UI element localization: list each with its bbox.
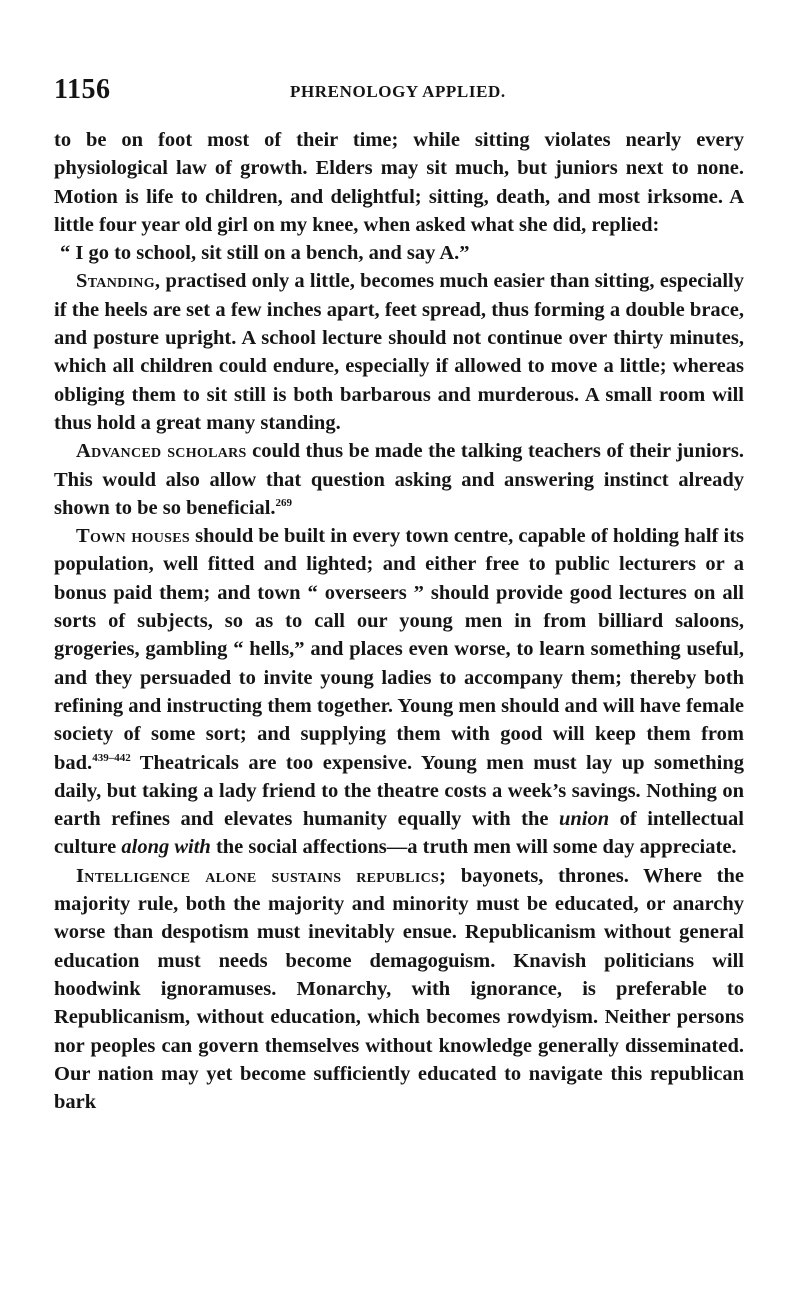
paragraph-lead: Town houses (76, 525, 190, 548)
paragraph-standing (54, 267, 744, 437)
quotation-paragraph (54, 239, 744, 267)
paragraph-lead: Intelligence alone sustains republics; (76, 864, 447, 887)
paragraph-text: the social affections—a truth men will some day appreciate. (210, 836, 737, 859)
page-header (54, 74, 744, 114)
paragraph-text: to be on foot most of their time; while sitting violates nearly every physiological law of growth. Elders may sit much, but juniors next to none. Motion is life to children, and delightful; sitting, death, and most irksome. A little four year old girl on my knee, when asked what she did, replied: (54, 129, 744, 236)
paragraph-text: practised only a little, becomes much easier than sitting, especially if the heels are set a few inches apart, feet spread, thus forming a double brace, and posture upright. A school lecture should not continue over thirty minutes, which all children could endure, especially if allowed to move a little; whereas obliging them to sit still is both barbarous and murderous. A small room will thus hold a great many standing. (54, 270, 744, 434)
reference-superscript: 269 (275, 497, 293, 510)
paragraph-advanced-scholars (54, 437, 744, 522)
reference-superscript: 439–442 (92, 751, 131, 764)
paragraph-text: bayonets, thrones. Where the majority rule, both the majority and minority must be educated, or anarchy worse than despotism must inevitably ensue. Republicanism without general education must needs become demagoguism. Knavish politicians will hoodwink ignoramuses. Monarchy, with ignorance, is preferable to Republicanism, without education, which becomes rowdyism. Neither persons nor peoples can govern themselves without knowledge generally disseminated. Our nation may yet become sufficiently educated to navigate this republican bark (54, 864, 744, 1114)
running-head: PHRENOLOGY APPLIED. (290, 82, 506, 101)
paragraph-text: Theatricals are too expensive. Young men must lay up something daily, but taking a lady friend to the theatre costs a week’s savings. Nothing on earth refines and elevates humanity equally with the (54, 751, 744, 831)
paragraph-text: of intellectual culture (54, 808, 744, 859)
paragraph-intelligence (54, 862, 744, 1117)
page-number: 1156 (54, 74, 111, 105)
paragraph-lead: Advanced scholars (76, 440, 247, 463)
body-text (54, 126, 744, 1116)
paragraph-text: should be built in every town centre, capable of holding half its population, well fitted and lighted; and either free to public lecturers or a bonus paid them; and town “ overseers ” should provide good lectures on all sorts of subjects, so as to call our young men in from billiard saloons, grogeries, gambling “ hells,” and places even worse, to learn something useful, and they persuaded to invite young ladies to accompany them; thereby both refining and instructing them together. Young men should and will have female society of some sort; and supplying them with good will keep them from bad. (54, 525, 744, 774)
paragraph-lead: Standing, (76, 270, 161, 293)
paragraph-standing-intro (54, 126, 744, 239)
emphasis-text: union (558, 808, 610, 831)
emphasis-text: along with (121, 836, 211, 859)
quotation-text: “ I go to school, sit still on a bench, and say A.” (60, 242, 470, 265)
paragraph-text: could thus be made the talking teachers of their juniors. This would also allow that question asking and answering instinct already shown to be so beneficial. (54, 440, 744, 519)
paragraph-town-houses (54, 522, 744, 862)
